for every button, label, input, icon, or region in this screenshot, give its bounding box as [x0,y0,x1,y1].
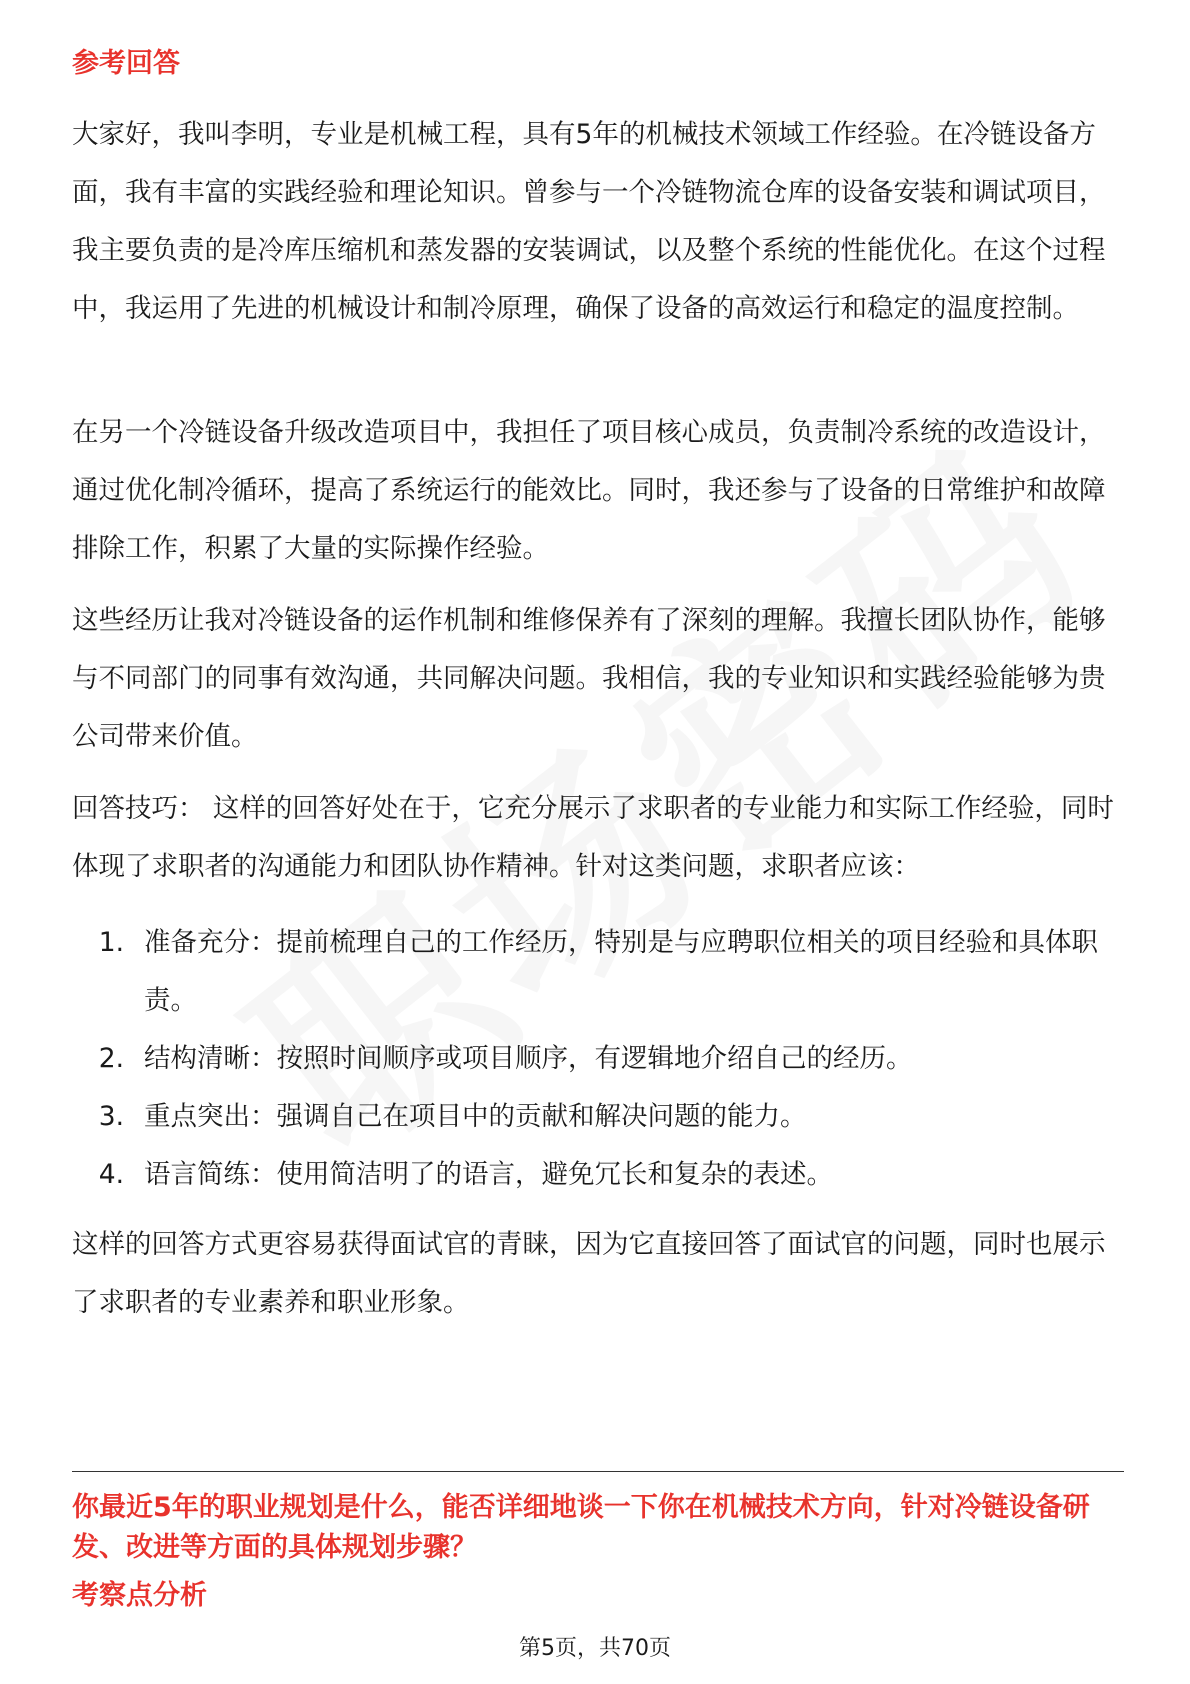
list-item [72,914,1124,1030]
answer-paragraph-3: 这些经历让我对冷链设备的运作机制和维修保养有了深刻的理解。我擅长团队协作，能够与不同部门的同事有效沟通，共同解决问题。我相信，我的专业知识和实践经验能够为贵公司带来价值。 [72,605,1106,752]
list-item [72,1088,1124,1146]
page-number: 第5页，共70页 [519,1636,671,1661]
list-item-number: 2. [98,1043,124,1074]
list-item-text: 重点突出：强调自己在项目中的贡献和解决问题的能力。 [144,1101,807,1132]
analysis-heading: 考察点分析 [72,1580,207,1611]
section-divider [72,1471,1124,1472]
list-item [72,1146,1124,1204]
answer-paragraph-1: 大家好，我叫李明，专业是机械工程，具有5年的机械技术领域工作经验。在冷链设备方面，我有丰富的实践经验和理论知识。曾参与一个冷链物流仓库的设备安装和调试项目，我主要负责的是冷库压缩机和蒸发器的安装调试，以及整个系统的性能优化。在这个过程中，我运用了先进的机械设计和制冷原理，确保了设备的高效运行和稳定的温度控制。 [72,119,1106,324]
list-item-text: 结构清晰：按照时间顺序或项目顺序，有逻辑地介绍自己的经历。 [144,1043,913,1074]
reference-answer-heading: 参考回答 [72,48,180,79]
list-item-text: 准备充分：提前梳理自己的工作经历，特别是与应聘职位相关的项目经验和具体职责。 [144,927,1098,1016]
list-item-number: 1. [98,927,124,958]
list-item-text: 语言简练：使用简洁明了的语言，避免冗长和复杂的表述。 [144,1159,833,1190]
next-question: 你最近5年的职业规划是什么，能否详细地谈一下你在机械技术方向，针对冷链设备研发、改进等方面的具体规划步骤？ [72,1492,1090,1563]
answer-paragraph-2: 在另一个冷链设备升级改造项目中，我担任了项目核心成员，负责制冷系统的改造设计，通过优化制冷循环，提高了系统运行的能效比。同时，我还参与了设备的日常维护和故障排除工作，积累了大量的实际操作经验。 [72,417,1106,564]
tips-conclusion: 这样的回答方式更容易获得面试官的青睐，因为它直接回答了面试官的问题，同时也展示了求职者的专业素养和职业形象。 [72,1229,1106,1318]
list-item [72,1030,1124,1088]
tips-list [72,914,1124,1204]
list-item-number: 3. [98,1101,124,1132]
tips-intro: 回答技巧： 这样的回答好处在于，它充分展示了求职者的专业能力和实际工作经验，同时体现了求职者的沟通能力和团队协作精神。针对这类问题，求职者应该： [72,793,1114,882]
list-item-number: 4. [98,1159,124,1190]
